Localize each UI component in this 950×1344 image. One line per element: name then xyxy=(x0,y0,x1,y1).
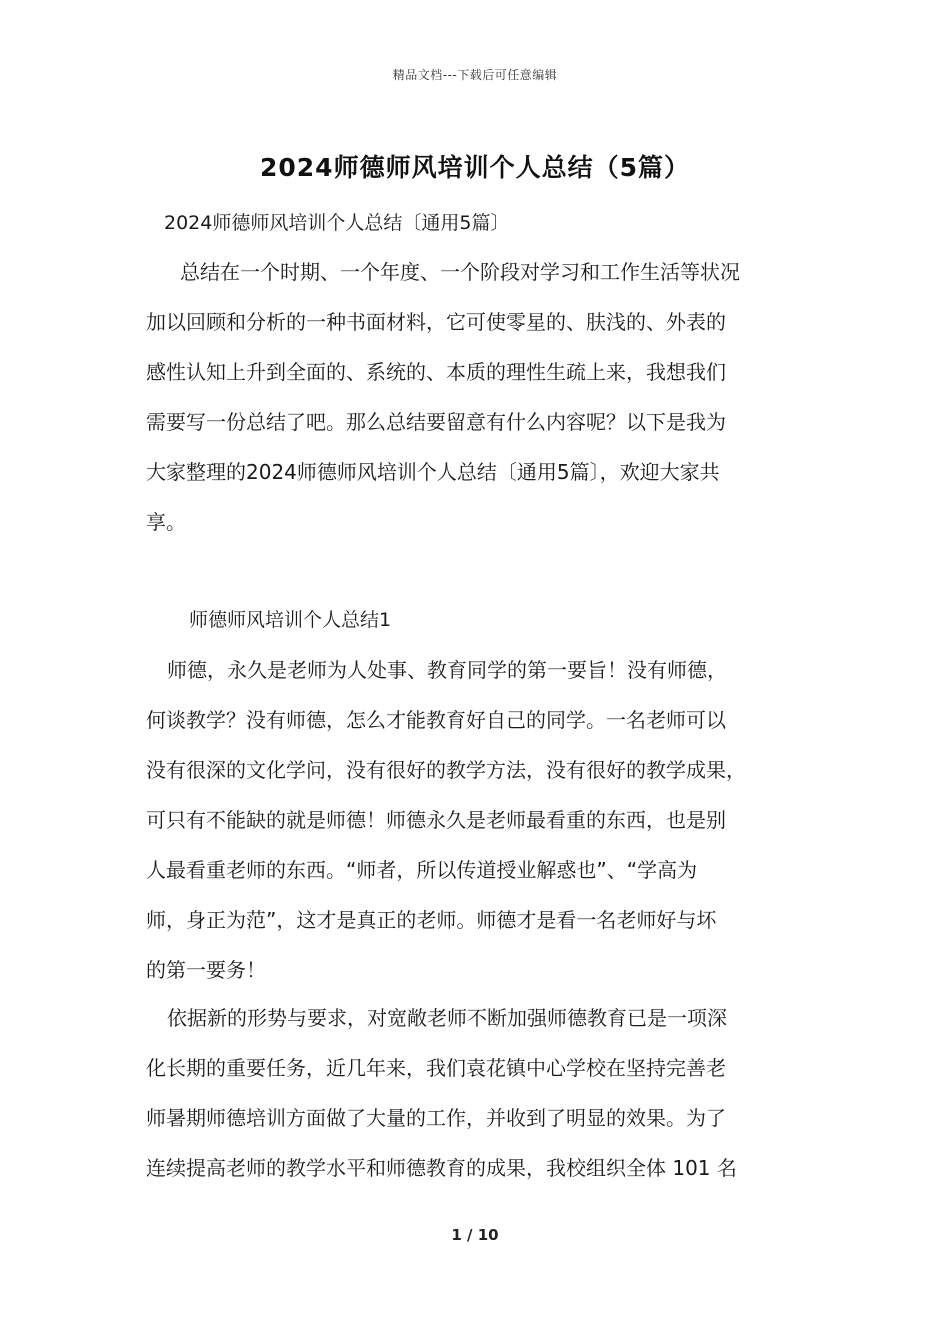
text-line: 化长期的重要任务，近几年来，我们袁花镇中心学校在坚持完善老 xyxy=(146,1056,726,1080)
intro-paragraph xyxy=(146,247,816,547)
text-line: 的第一要务！ xyxy=(146,958,266,982)
body-paragraph-2 xyxy=(146,993,816,1193)
text-line: 加以回顾和分析的一种书面材料，它可使零星的、肤浅的、外表的 xyxy=(146,310,726,334)
text-line: 何谈教学？没有师德，怎么才能教育好自己的同学。一名老师可以 xyxy=(146,708,726,732)
text-line: 感性认知上升到全面的、系统的、本质的理性生疏上来，我想我们 xyxy=(146,360,726,384)
text-line: 师暑期师德培训方面做了大量的工作，并收到了明显的效果。为了 xyxy=(146,1106,726,1130)
document-subtitle: 2024师德师风培训个人总结〔通用5篇〕 xyxy=(164,212,510,234)
text-line: 需要写一份总结了吧。那么总结要留意有什么内容呢？以下是我为 xyxy=(146,410,726,434)
text-line: 师德，永久是老师为人处事、教育同学的第一要旨！没有师德， xyxy=(167,658,727,682)
section-heading: 师德师风培训个人总结1 xyxy=(189,609,392,631)
text-line: 没有很深的文化学问，没有很好的教学方法，没有很好的教学成果， xyxy=(146,758,746,782)
document-title: 2024师德师风培训个人总结（5篇） xyxy=(260,153,690,182)
text-line: 大家整理的2024师德师风培训个人总结〔通用5篇〕，欢迎大家共 xyxy=(146,460,720,484)
text-line: 享。 xyxy=(146,510,186,534)
text-line: 师，身正为范”，这才是真正的老师。师德才是看一名老师好与坏 xyxy=(146,908,717,932)
page-number: 1 / 10 xyxy=(451,1226,499,1244)
text-line: 可只有不能缺的就是师德！师德永久是老师最看重的东西，也是别 xyxy=(146,808,726,832)
header-note: 精品文档---下载后可任意编辑 xyxy=(392,68,558,82)
body-paragraph-1 xyxy=(146,645,816,995)
text-line: 连续提高老师的教学水平和师德教育的成果，我校组织全体 101 名 xyxy=(146,1156,737,1180)
text-line: 依据新的形势与要求，对宽敞老师不断加强师德教育已是一项深 xyxy=(167,1006,727,1030)
text-line: 总结在一个时期、一个年度、一个阶段对学习和工作生活等状况 xyxy=(180,260,740,284)
text-line: 人最看重老师的东西。“师者，所以传道授业解惑也”、“学高为 xyxy=(146,858,698,882)
